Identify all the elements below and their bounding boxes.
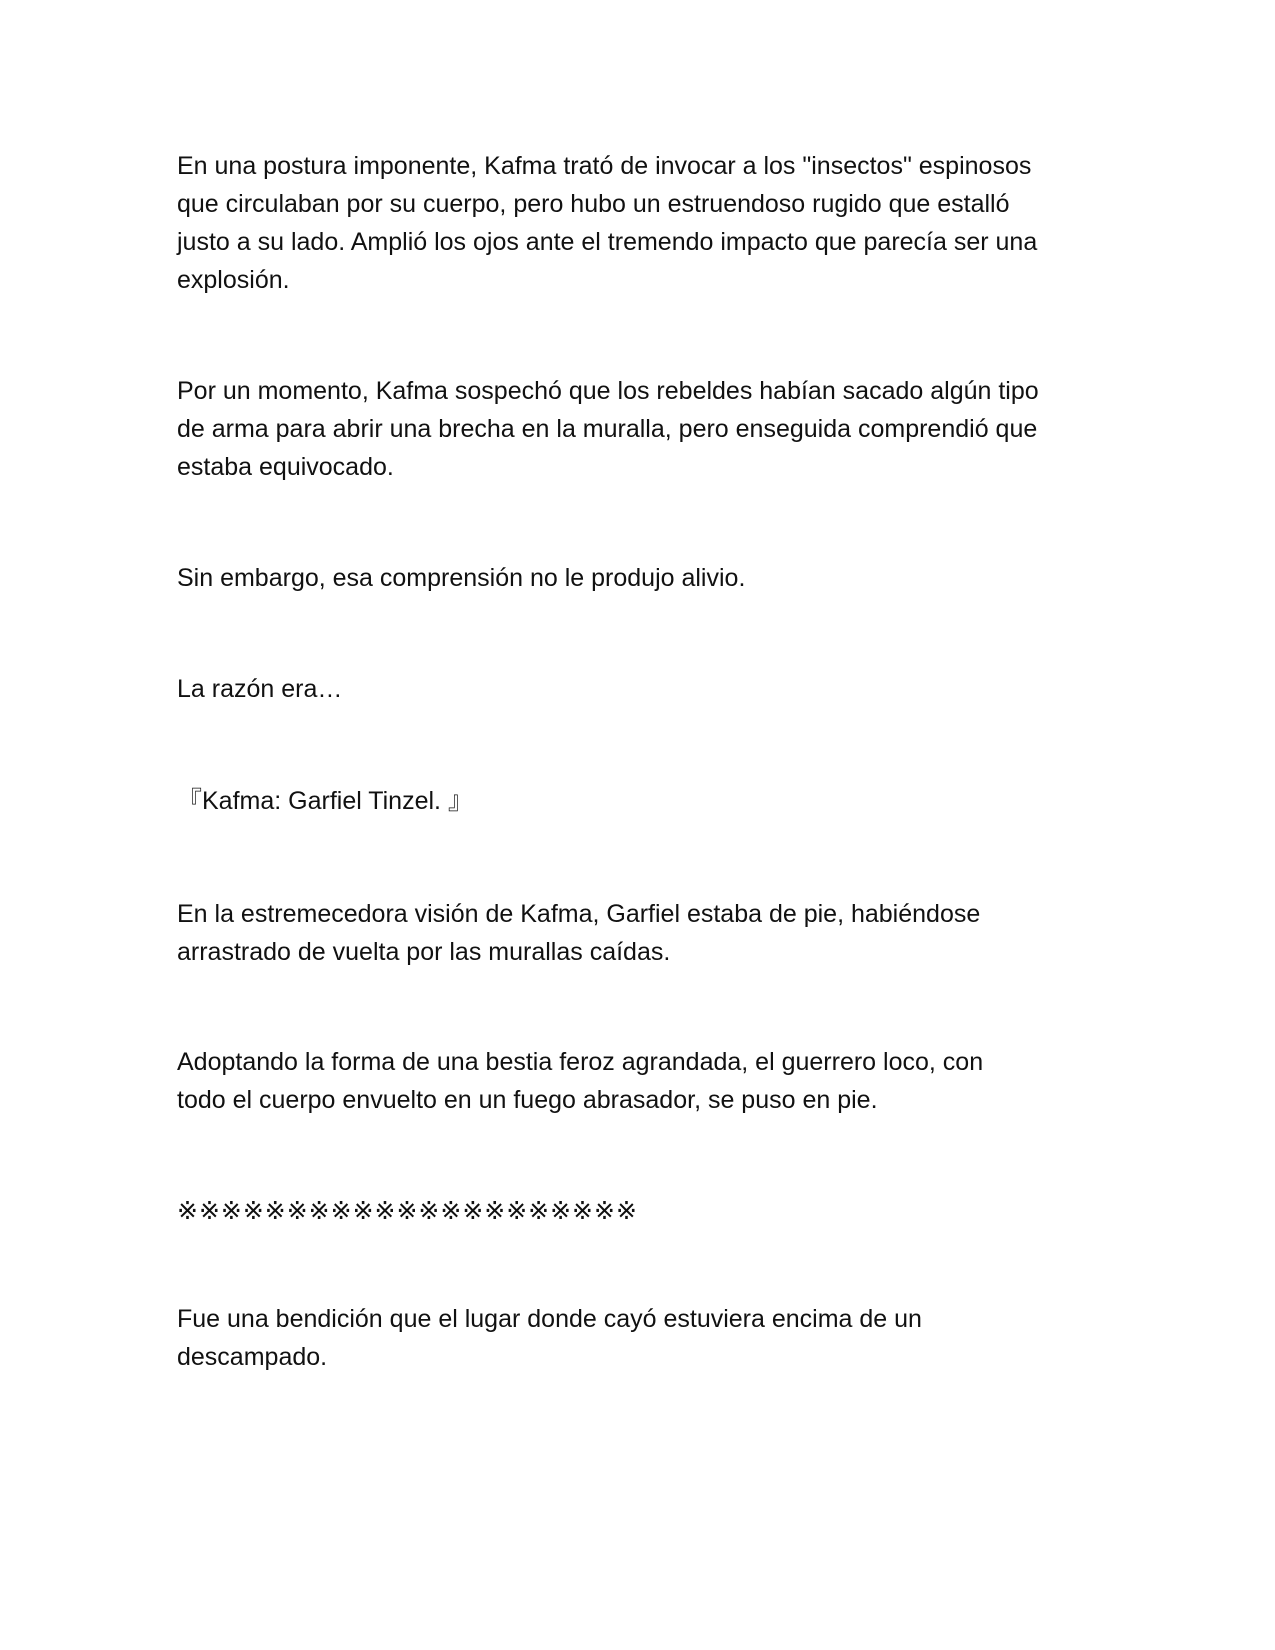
paragraph-kafma-suspicion: Por un momento, Kafma sospechó que los rebeldes habían sacado algún tipo de arma para abrir una brecha en la muralla, pero enseguida comprendió que estaba equivocado. <box>177 377 1039 481</box>
paragraph-garfiel-standing: En la estremecedora visión de Kafma, Garfiel estaba de pie, habiéndose arrastrado de vuelta por las murallas caídas. <box>177 900 981 966</box>
scene-break-separator: ※※※※※※※※※※※※※※※※※※※※※ <box>177 1197 638 1225</box>
dialogue-kafma: 『Kafma: Garfiel Tinzel. 』 <box>177 787 473 815</box>
paragraph-reason: La razón era… <box>177 675 343 703</box>
paragraph-beast-form: Adoptando la forma de una bestia feroz agrandada, el guerrero loco, con todo el cuerpo envuelto en un fuego abrasador, se puso en pie. <box>177 1048 984 1114</box>
paragraph-kafma-invoke: En una postura imponente, Kafma trató de invocar a los "insectos" espinosos que circulaban por su cuerpo, pero hubo un estruendoso rugido que estalló justo a su lado. Amplió los ojos ante el tremendo impacto que parecía ser una explosión. <box>177 152 1038 294</box>
paragraph-blessing: Fue una bendición que el lugar donde cayó estuviera encima de un descampado. <box>177 1305 922 1371</box>
paragraph-no-relief: Sin embargo, esa comprensión no le produjo alivio. <box>177 564 746 592</box>
